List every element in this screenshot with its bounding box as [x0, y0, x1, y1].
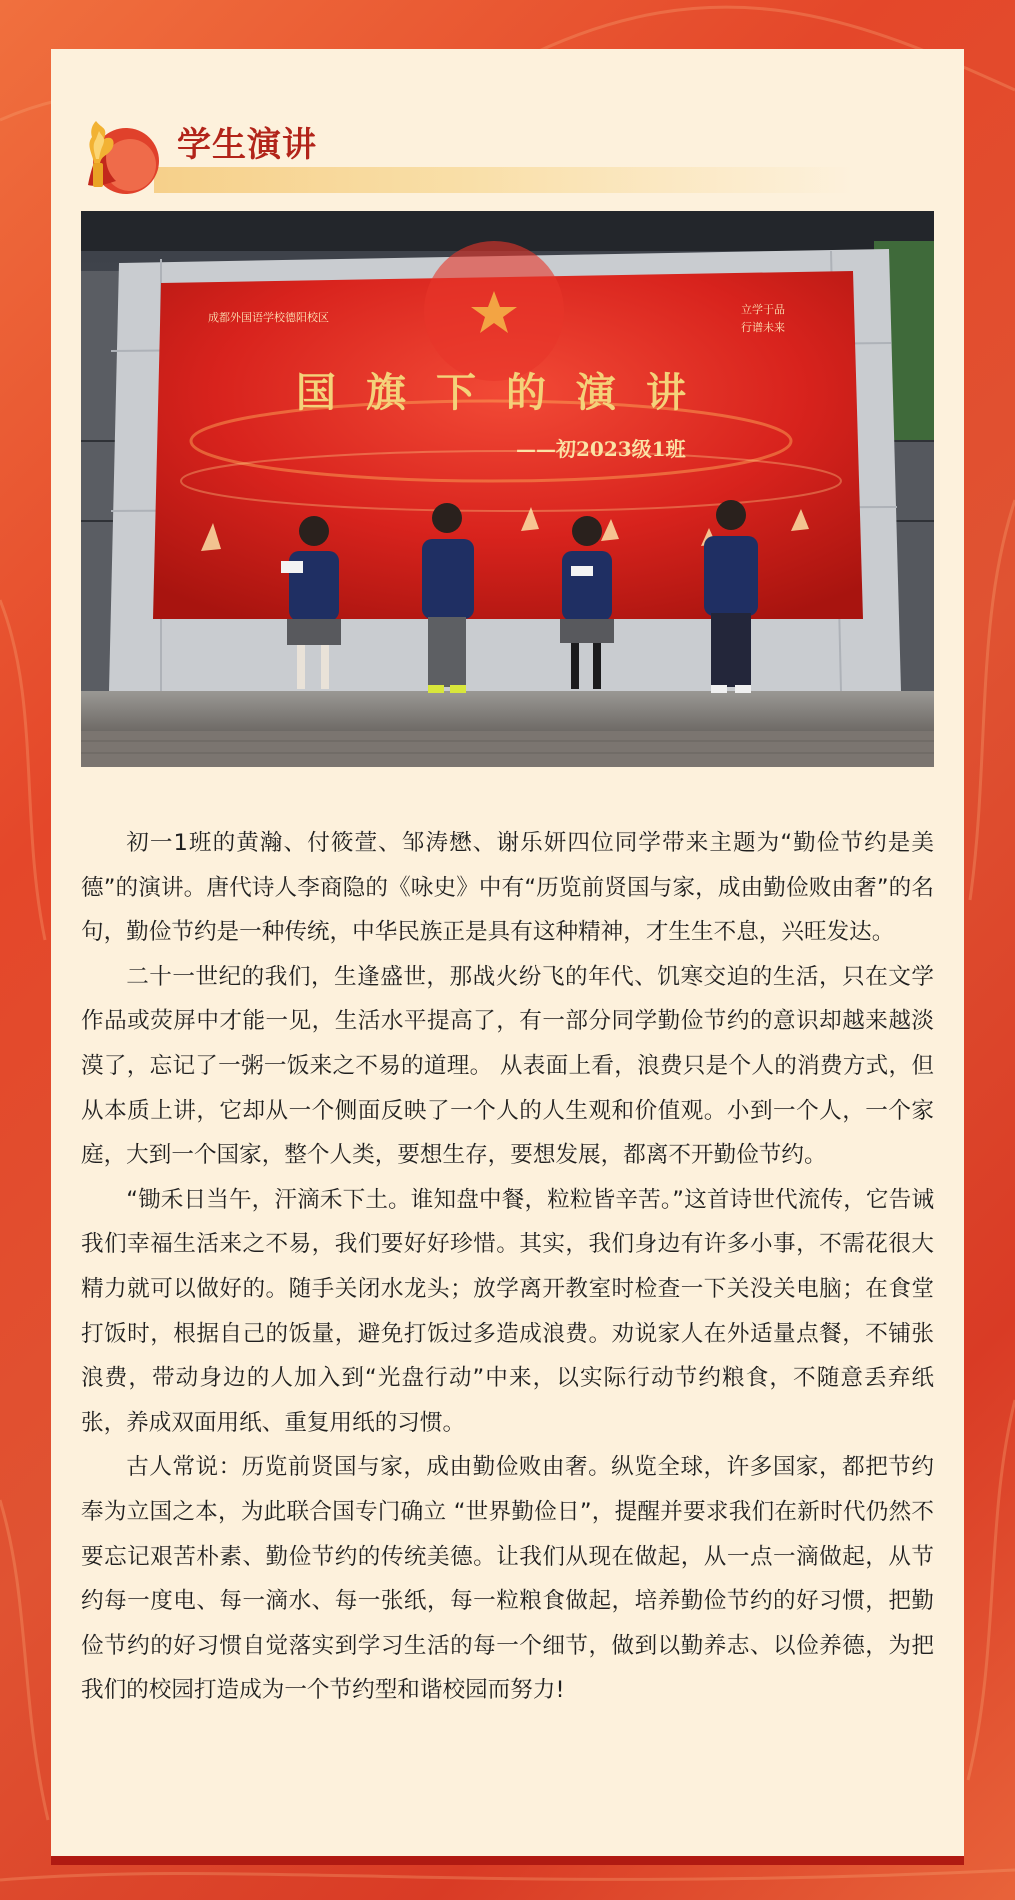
backdrop-subtitle: ——初2023级1班: [516, 437, 686, 461]
article-body: [81, 821, 934, 1713]
torch-flame-icon: [82, 115, 164, 197]
article-paragraph: 二十一世纪的我们，生逢盛世，那战火纷飞的年代、饥寒交迫的生活，只在文学作品或荧屏中才能一见，生活水平提高了，有一部分同学勤俭节约的意识却越来越淡漠了，忘记了一粥一饭来之不易的道理。 从表面上看，浪费只是个人的消费方式，但从本质上讲，它却从一个侧面反映了一个人的人生观和价值观。小到一个人，一个家庭，大到一个国家，整个人类，要想生存，要想发展，都离不开勤俭节约。: [81, 963, 934, 1169]
article-paragraph: “锄禾日当午，汗滴禾下土。谁知盘中餐，粒粒皆辛苦。”这首诗世代流传，它告诫我们幸福生活来之不易，我们要好好珍惜。其实，我们身边有许多小事，不需花很大精力就可以做好的。随手关闭水龙头；放学离开教室时检查一下关没关电脑；在食堂打饭时，根据自己的饭量，避免打饭过多造成浪费。劝说家人在外适量点餐，不铺张浪费，带动身边的人加入到“光盘行动”中来，以实际行动节约粮食，不随意丢弃纸张，养成双面用纸、重复用纸的习惯。: [81, 1186, 934, 1436]
article-paragraph: 古人常说：历览前贤国与家，成由勤俭败由奢。纵览全球，许多国家，都把节约奉为立国之本，为此联合国专门确立 “世界勤俭日”，提醒并要求我们在新时代仍然不要忘记艰苦朴素、勤俭节约的传统美德。让我们从现在做起，从一点一滴做起，从节约每一度电、每一滴水、每一张纸，每一粒粮食做起，培养勤俭节约的好习惯，把勤俭节约的好习惯自觉落实到学习生活的每一个细节，做到以勤养志、以俭养德，为把我们的校园打造成为一个节约型和谐校园而努力!: [81, 1454, 934, 1704]
section-heading: [82, 115, 842, 197]
section-title: 学生演讲: [177, 125, 317, 165]
card-bottom-bar: [51, 1856, 964, 1865]
backdrop-school-logo: 成都外国语学校德阳校区: [208, 311, 329, 324]
backdrop-motto-2: 行谱未来: [741, 321, 785, 334]
article-paragraph: 初一1班的黄瀚、付筱萱、邹涛懋、谢乐妍四位同学带来主题为“勤俭节约是美德”的演讲。唐代诗人李商隐的《咏史》中有“历览前贤国与家，成由勤俭败由奢”的名句，勤俭节约是一种传统，中华民族正是具有这种精神，才生生不息，兴旺发达。: [81, 830, 934, 946]
backdrop-title: 国旗下的演讲: [296, 369, 716, 416]
heading-highlight-band: [154, 167, 854, 193]
backdrop-motto-1: 立学于品: [741, 303, 785, 316]
stage-photo: [81, 211, 934, 767]
